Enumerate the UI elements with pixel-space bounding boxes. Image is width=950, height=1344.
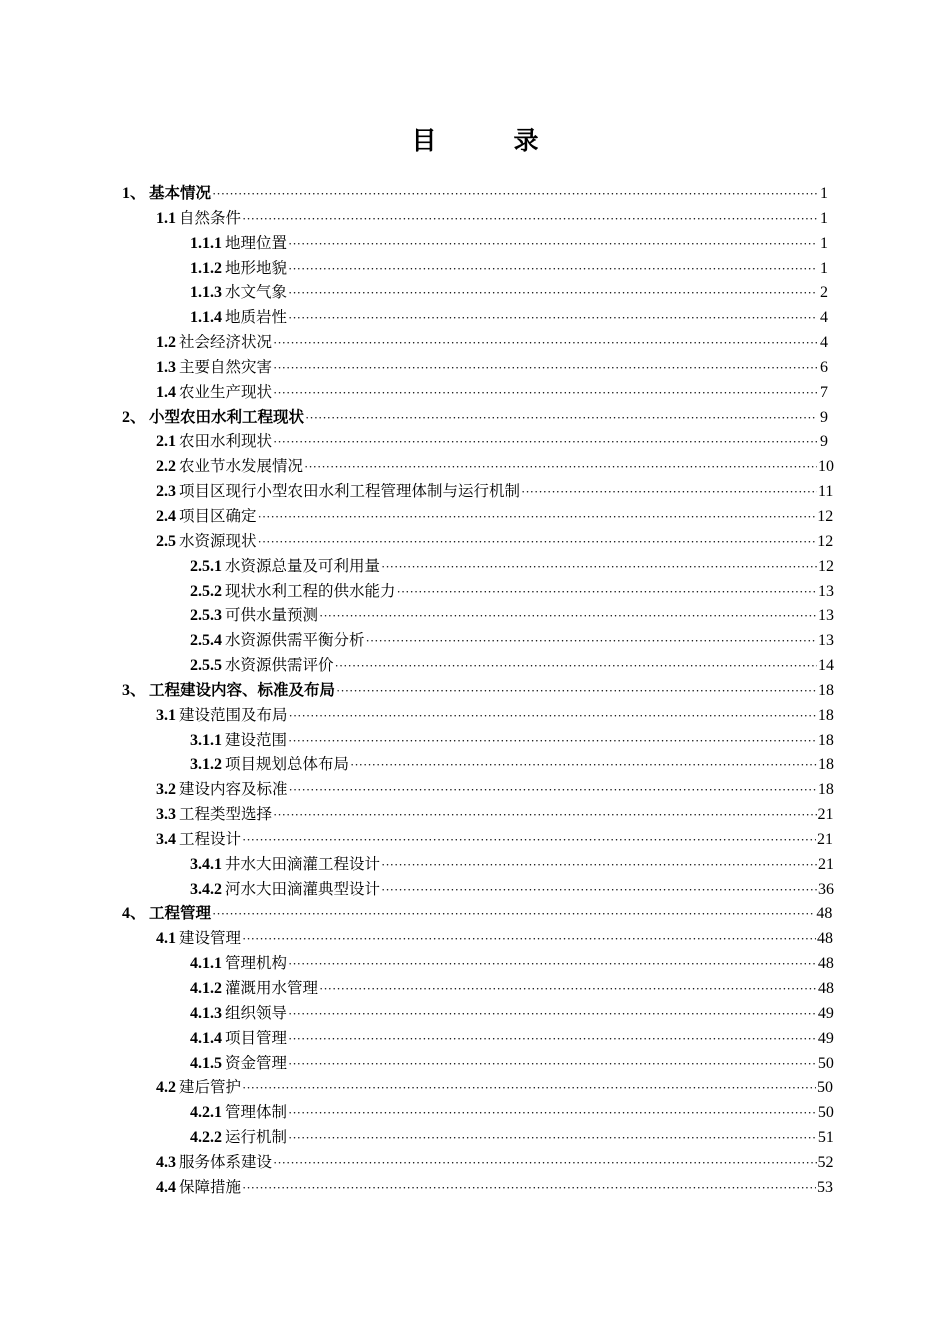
toc-entry-number: 3.4.2: [190, 880, 222, 898]
toc-leader-dots: [212, 902, 815, 927]
toc-entry-page: 12: [818, 557, 834, 575]
toc-entry[interactable]: [122, 1100, 834, 1125]
toc-entry-title: 资金管理: [225, 1053, 288, 1072]
toc-entry-title: 组织领导: [225, 1003, 288, 1022]
toc-entry-page: 1: [820, 234, 828, 252]
toc-leader-dots: [336, 679, 817, 704]
toc-leader-dots: [304, 455, 817, 480]
toc-entry-number: 1.1: [156, 209, 176, 227]
toc-entry[interactable]: [122, 603, 834, 628]
toc-entry-title: 项目管理: [225, 1028, 288, 1047]
toc-entry-title: 工程设计: [179, 829, 242, 848]
toc-entry-page: 18: [817, 781, 834, 799]
toc-entry-number: 3.1.1: [190, 731, 222, 749]
toc-entry-title: 项目区确定: [179, 506, 257, 525]
toc-entry-page: 13: [818, 582, 834, 600]
toc-entry-number: 1.1.3: [190, 284, 222, 302]
toc-entry-number: 3.1.2: [190, 756, 222, 774]
toc-entry-page: 36: [818, 880, 834, 898]
toc-leader-dots: [288, 306, 817, 331]
toc-leader-dots: [273, 356, 817, 381]
toc-entry[interactable]: [122, 579, 834, 604]
toc-leader-dots: [258, 530, 817, 555]
toc-entry[interactable]: [122, 976, 834, 1001]
toc-entry-title: 地理位置: [225, 233, 288, 252]
toc-entry-number: 2、: [122, 408, 147, 426]
toc-entry-title: 服务体系建设: [179, 1152, 273, 1171]
toc-entry-page: 21: [818, 855, 834, 873]
toc-leader-dots: [273, 803, 817, 828]
toc-entry-page: 48: [816, 930, 833, 948]
toc-entry-number: 2.4: [156, 507, 176, 525]
toc-entry-page: 1: [820, 209, 828, 227]
toc-entry-page: 4: [820, 309, 828, 327]
toc-entry-page: 1: [820, 259, 828, 277]
toc-leader-dots: [521, 480, 817, 505]
toc-entry-page: 18: [817, 731, 834, 749]
toc-entry-number: 1.1.1: [190, 234, 222, 252]
toc-entry[interactable]: [122, 1175, 833, 1200]
toc-entry-title: 项目区现行小型农田水利工程管理体制与运行机制: [179, 482, 521, 501]
toc-entry-title: 基本情况: [149, 184, 212, 202]
toc-entry-page: 11: [818, 483, 834, 501]
toc-entry-title: 可供水量预测: [225, 606, 319, 625]
toc-entry[interactable]: [122, 728, 834, 753]
toc-entry-page: 14: [818, 657, 834, 675]
toc-leader-dots: [335, 654, 817, 679]
toc-entry-number: 3.2: [156, 781, 176, 799]
toc-entry-page: 21: [817, 806, 834, 824]
toc-entry-number: 1.3: [156, 358, 176, 376]
toc-entry-number: 4.1.3: [190, 1004, 222, 1022]
toc-entry-title: 工程管理: [149, 904, 212, 923]
toc-leader-dots: [288, 257, 817, 282]
toc-entry-page: 48: [817, 955, 834, 973]
toc-list: [122, 181, 834, 1200]
toc-leader-dots: [350, 753, 817, 778]
toc-leader-dots: [273, 331, 817, 356]
toc-entry-title: 水文气象: [225, 283, 288, 302]
toc-entry-title: 水资源供需评价: [225, 656, 334, 675]
toc-entry[interactable]: [122, 951, 834, 976]
toc-entry-title: 地形地貌: [225, 258, 288, 277]
toc-entry-number: 4.1: [156, 930, 176, 948]
toc-leader-dots: [319, 977, 817, 1002]
toc-leader-dots: [288, 952, 817, 977]
toc-entry-title: 水资源供需平衡分析: [225, 631, 365, 650]
toc-leader-dots: [289, 704, 817, 729]
toc-entry[interactable]: [122, 628, 834, 653]
toc-leader-dots: [242, 1176, 816, 1201]
toc-entry[interactable]: [122, 181, 828, 206]
toc-entry-number: 1.2: [156, 334, 176, 352]
toc-entry[interactable]: [122, 280, 828, 305]
toc-entry-page: 18: [818, 756, 834, 774]
toc-entry-title: 农业节水发展情况: [179, 457, 304, 476]
toc-entry-page: 52: [817, 1153, 834, 1171]
toc-entry[interactable]: [122, 231, 828, 256]
toc-leader-dots: [258, 505, 817, 530]
toc-entry-title: 运行机制: [225, 1128, 288, 1147]
toc-leader-dots: [242, 1076, 816, 1101]
toc-entry-number: 1.1.2: [190, 259, 222, 277]
toc-leader-dots: [288, 729, 817, 754]
toc-leader-dots: [288, 1126, 817, 1151]
toc-entry-number: 2.5.4: [190, 632, 222, 650]
toc-entry-page: 10: [818, 458, 834, 476]
toc-leader-dots: [288, 1052, 817, 1077]
toc-leader-dots: [288, 232, 817, 257]
toc-entry-number: 4.1.2: [190, 980, 222, 997]
toc-entry[interactable]: [122, 1051, 834, 1076]
toc-entry-number: 4.2.1: [190, 1104, 222, 1122]
toc-entry[interactable]: [122, 405, 828, 430]
toc-entry-title: 保障措施: [179, 1177, 242, 1196]
toc-entry-number: 2.1: [156, 433, 176, 451]
toc-entry-number: 2.5.2: [190, 582, 222, 600]
toc-entry-number: 4.1.1: [190, 955, 222, 973]
toc-entry-page: 12: [817, 532, 834, 550]
toc-entry-page: 48: [816, 905, 833, 923]
toc-entry[interactable]: [122, 1150, 834, 1175]
toc-entry-title: 河水大田滴灌典型设计: [225, 879, 381, 898]
toc-entry-number: 4.1.4: [190, 1029, 222, 1047]
toc-entry-number: 3、: [122, 681, 147, 699]
toc-entry-number: 4.4: [156, 1178, 176, 1196]
toc-leader-dots: [273, 430, 817, 455]
toc-entry-page: 18: [818, 681, 834, 699]
toc-entry-page: 9: [820, 433, 828, 451]
toc-entry-title: 农田水利现状: [179, 432, 273, 451]
toc-entry[interactable]: [122, 330, 828, 355]
toc-leader-dots: [288, 1027, 817, 1052]
toc-entry-page: 51: [817, 1129, 834, 1147]
toc-entry-title: 管理体制: [225, 1103, 288, 1122]
toc-entry-page: 13: [818, 632, 834, 650]
toc-entry-number: 2.5: [156, 532, 176, 550]
toc-leader-dots: [319, 604, 817, 629]
toc-leader-dots: [381, 555, 817, 580]
toc-leader-dots: [381, 853, 817, 878]
toc-entry-number: 2.5.3: [190, 607, 222, 625]
toc-entry-number: 2.5.5: [190, 657, 222, 675]
toc-entry-title: 地质岩性: [225, 308, 288, 327]
toc-entry-number: 3.4.1: [190, 855, 222, 873]
toc-entry[interactable]: [122, 926, 833, 951]
toc-entry-title: 水资源现状: [179, 531, 257, 550]
toc-leader-dots: [288, 281, 817, 306]
toc-entry-number: 1.4: [156, 383, 176, 401]
toc-entry-page: 50: [817, 1104, 834, 1122]
toc-entry-title: 灌溉用水管理: [225, 979, 319, 997]
toc-entry-page: 13: [818, 607, 834, 625]
toc-entry[interactable]: [122, 877, 834, 902]
toc-leader-dots: [397, 580, 817, 605]
toc-leader-dots: [273, 381, 817, 406]
toc-entry-number: 4、: [122, 905, 147, 923]
toc-entry-title: 现状水利工程的供水能力: [225, 581, 396, 600]
toc-entry[interactable]: [122, 852, 834, 877]
toc-entry-page: 6: [820, 358, 828, 376]
toc-entry-page: 4: [820, 334, 828, 352]
toc-entry-number: 3.1: [156, 706, 176, 724]
toc-entry-page: 48: [818, 980, 834, 997]
toc-entry-number: 2.3: [156, 483, 176, 501]
toc-entry[interactable]: [122, 1001, 834, 1026]
toc-entry-title: 建设管理: [179, 929, 242, 948]
toc-entry-title: 项目规划总体布局: [225, 755, 350, 774]
toc-entry[interactable]: [122, 678, 834, 703]
toc-entry[interactable]: [122, 429, 828, 454]
toc-entry[interactable]: [122, 827, 833, 852]
toc-entry[interactable]: [122, 752, 834, 777]
toc-leader-dots: [242, 828, 816, 853]
toc-entry[interactable]: [122, 777, 834, 802]
toc-title: 目 录: [411, 126, 565, 155]
toc-entry-page: 50: [817, 1054, 834, 1072]
toc-leader-dots: [242, 207, 817, 232]
toc-entry-title: 农业生产现状: [179, 382, 273, 401]
toc-entry-page: 49: [817, 1029, 834, 1047]
toc-entry-title: 小型农田水利工程现状: [149, 407, 305, 426]
toc-entry-number: 4.2.2: [190, 1129, 222, 1147]
toc-entry[interactable]: [122, 1075, 833, 1100]
toc-entry-title: 主要自然灾害: [179, 357, 273, 376]
toc-entry[interactable]: [122, 206, 828, 231]
toc-entry-number: 4.1.5: [190, 1054, 222, 1072]
toc-entry-number: 3.4: [156, 830, 176, 848]
toc-entry[interactable]: [122, 653, 834, 678]
toc-entry-title: 建后管护: [179, 1078, 242, 1097]
toc-entry[interactable]: [122, 479, 834, 504]
toc-entry-title: 建设内容及标准: [179, 780, 288, 799]
toc-leader-dots: [288, 1002, 817, 1027]
toc-entry[interactable]: [122, 901, 833, 926]
toc-entry[interactable]: [122, 305, 828, 330]
toc-leader-dots: [242, 927, 816, 952]
toc-entry-page: 53: [816, 1178, 833, 1196]
toc-entry[interactable]: [122, 802, 834, 827]
toc-entry-title: 工程类型选择: [179, 805, 273, 824]
toc-entry-title: 管理机构: [225, 954, 288, 973]
toc-entry[interactable]: [122, 355, 828, 380]
toc-leader-dots: [366, 629, 817, 654]
toc-entry[interactable]: [122, 454, 834, 479]
toc-leader-dots: [288, 1101, 817, 1126]
toc-entry-page: 21: [816, 830, 833, 848]
toc-entry[interactable]: [122, 1026, 834, 1051]
toc-entry[interactable]: [122, 504, 834, 529]
toc-entry[interactable]: [122, 256, 828, 281]
toc-entry-title: 社会经济状况: [179, 333, 273, 352]
toc-entry-title: 建设范围及布局: [179, 705, 288, 724]
toc-entry-number: 2.5.1: [190, 557, 222, 575]
toc-leader-dots: [305, 406, 817, 431]
toc-entry-number: 4.3: [156, 1153, 176, 1171]
toc-entry[interactable]: [122, 380, 828, 405]
toc-entry-title: 水资源总量及可利用量: [225, 556, 381, 575]
toc-entry-number: 4.2: [156, 1079, 176, 1097]
toc-entry-page: 1: [820, 185, 828, 202]
toc-entry-page: 9: [820, 408, 828, 426]
toc-entry[interactable]: [122, 1125, 834, 1150]
toc-entry-title: 工程建设内容、标准及布局: [149, 680, 336, 699]
toc-entry[interactable]: [122, 703, 834, 728]
toc-entry[interactable]: [122, 554, 834, 579]
toc-leader-dots: [273, 1151, 817, 1176]
toc-entry-page: 50: [816, 1079, 833, 1097]
toc-entry[interactable]: [122, 529, 834, 554]
toc-leader-dots: [289, 778, 817, 803]
toc-leader-dots: [212, 182, 817, 207]
toc-entry-page: 49: [817, 1004, 834, 1022]
toc-entry-number: 2.2: [156, 458, 176, 476]
toc-entry-title: 井水大田滴灌工程设计: [225, 854, 381, 873]
toc-entry-title: 建设范围: [225, 730, 288, 749]
toc-entry-page: 18: [817, 706, 834, 724]
toc-entry-number: 1.1.4: [190, 309, 222, 327]
toc-leader-dots: [381, 878, 817, 903]
toc-entry-title: 自然条件: [179, 208, 242, 227]
toc-entry-page: 2: [820, 284, 828, 302]
toc-entry-number: 1、: [122, 185, 147, 202]
toc-entry-page: 12: [817, 507, 834, 525]
toc-entry-page: 7: [820, 383, 828, 401]
toc-entry-number: 3.3: [156, 806, 176, 824]
